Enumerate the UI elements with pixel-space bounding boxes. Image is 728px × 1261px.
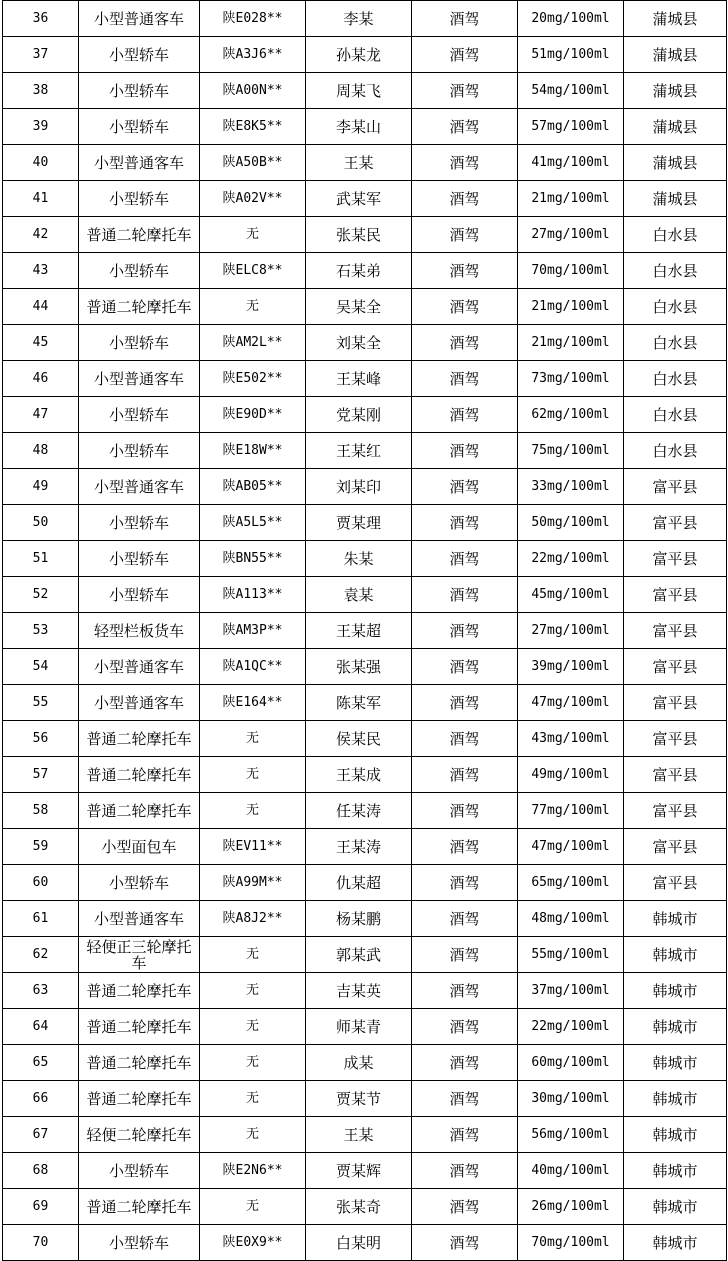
table-row [3,253,727,289]
row-number-cell: 50 [3,505,79,541]
table-row [3,1225,727,1261]
vehicle-type-cell: 小型轿车 [79,577,200,613]
violation-type-cell: 酒驾 [412,721,518,757]
table-row [3,37,727,73]
driver-name-cell: 成某 [306,1045,412,1081]
table-row [3,577,727,613]
alcohol-level-cell: 39mg/100ml [518,649,624,685]
alcohol-level-cell: 48mg/100ml [518,901,624,937]
driver-name-cell: 张某奇 [306,1189,412,1225]
row-number-cell: 70 [3,1225,79,1261]
driver-name-cell: 王某 [306,145,412,181]
alcohol-level-cell: 75mg/100ml [518,433,624,469]
violation-type-cell: 酒驾 [412,1,518,37]
violation-type-cell: 酒驾 [412,1153,518,1189]
license-plate-cell: 陕A5L5** [200,505,306,541]
driver-name-cell: 李某山 [306,109,412,145]
vehicle-type-cell: 普通二轮摩托车 [79,1081,200,1117]
vehicle-type-cell: 小型面包车 [79,829,200,865]
driver-name-cell: 贾某理 [306,505,412,541]
driver-name-cell: 贾某辉 [306,1153,412,1189]
violation-type-cell: 酒驾 [412,253,518,289]
license-plate-cell: 陕E18W** [200,433,306,469]
row-number-cell: 51 [3,541,79,577]
license-plate-cell: 无 [200,1117,306,1153]
license-plate-cell: 无 [200,1045,306,1081]
violation-type-cell: 酒驾 [412,757,518,793]
row-number-cell: 58 [3,793,79,829]
table-row [3,109,727,145]
alcohol-level-cell: 70mg/100ml [518,1225,624,1261]
row-number-cell: 42 [3,217,79,253]
license-plate-cell: 无 [200,1009,306,1045]
driver-name-cell: 王某涛 [306,829,412,865]
license-plate-cell: 无 [200,217,306,253]
license-plate-cell: 陕E90D** [200,397,306,433]
violations-table-body [3,1,727,1261]
row-number-cell: 62 [3,937,79,973]
driver-name-cell: 杨某鹏 [306,901,412,937]
table-row [3,73,727,109]
table-row [3,937,727,973]
alcohol-level-cell: 20mg/100ml [518,1,624,37]
table-row [3,469,727,505]
violation-type-cell: 酒驾 [412,325,518,361]
alcohol-level-cell: 57mg/100ml [518,109,624,145]
table-row [3,721,727,757]
row-number-cell: 64 [3,1009,79,1045]
vehicle-type-cell: 普通二轮摩托车 [79,1189,200,1225]
vehicle-type-cell: 小型轿车 [79,37,200,73]
driver-name-cell: 王某峰 [306,361,412,397]
vehicle-type-cell: 普通二轮摩托车 [79,973,200,1009]
table-row [3,793,727,829]
table-row [3,901,727,937]
license-plate-cell: 无 [200,973,306,1009]
row-number-cell: 68 [3,1153,79,1189]
alcohol-level-cell: 33mg/100ml [518,469,624,505]
violation-type-cell: 酒驾 [412,73,518,109]
violation-type-cell: 酒驾 [412,505,518,541]
violation-type-cell: 酒驾 [412,469,518,505]
driver-name-cell: 任某涛 [306,793,412,829]
violation-type-cell: 酒驾 [412,217,518,253]
driver-name-cell: 吉某英 [306,973,412,1009]
vehicle-type-cell: 轻便二轮摩托车 [79,1117,200,1153]
alcohol-level-cell: 51mg/100ml [518,37,624,73]
vehicle-type-cell: 普通二轮摩托车 [79,721,200,757]
vehicle-type-cell: 轻便正三轮摩托车 [79,937,200,973]
alcohol-level-cell: 54mg/100ml [518,73,624,109]
license-plate-cell: 陕BN55** [200,541,306,577]
table-row [3,613,727,649]
violation-type-cell: 酒驾 [412,541,518,577]
vehicle-type-cell: 小型普通客车 [79,361,200,397]
driver-name-cell: 孙某龙 [306,37,412,73]
county-cell: 蒲城县 [624,181,727,217]
vehicle-type-cell: 普通二轮摩托车 [79,1009,200,1045]
county-cell: 韩城市 [624,1045,727,1081]
vehicle-type-cell: 小型轿车 [79,541,200,577]
table-row [3,541,727,577]
row-number-cell: 37 [3,37,79,73]
driver-name-cell: 仇某超 [306,865,412,901]
violation-type-cell: 酒驾 [412,793,518,829]
county-cell: 白水县 [624,433,727,469]
row-number-cell: 53 [3,613,79,649]
county-cell: 富平县 [624,649,727,685]
table-row [3,1081,727,1117]
row-number-cell: 57 [3,757,79,793]
row-number-cell: 56 [3,721,79,757]
table-row [3,145,727,181]
driver-name-cell: 袁某 [306,577,412,613]
table-row [3,289,727,325]
table-row [3,325,727,361]
license-plate-cell: 无 [200,937,306,973]
county-cell: 富平县 [624,757,727,793]
alcohol-level-cell: 21mg/100ml [518,325,624,361]
alcohol-level-cell: 41mg/100ml [518,145,624,181]
violation-type-cell: 酒驾 [412,829,518,865]
table-row [3,649,727,685]
vehicle-type-cell: 小型轿车 [79,73,200,109]
county-cell: 白水县 [624,253,727,289]
vehicle-type-cell: 小型轿车 [79,1153,200,1189]
county-cell: 蒲城县 [624,73,727,109]
alcohol-level-cell: 65mg/100ml [518,865,624,901]
county-cell: 白水县 [624,361,727,397]
county-cell: 蒲城县 [624,1,727,37]
violation-type-cell: 酒驾 [412,433,518,469]
violation-type-cell: 酒驾 [412,577,518,613]
driver-name-cell: 武某军 [306,181,412,217]
county-cell: 富平县 [624,613,727,649]
violation-type-cell: 酒驾 [412,1081,518,1117]
driver-name-cell: 周某飞 [306,73,412,109]
table-row [3,973,727,1009]
license-plate-cell: 陕E0X9** [200,1225,306,1261]
vehicle-type-cell: 普通二轮摩托车 [79,217,200,253]
driver-name-cell: 吴某全 [306,289,412,325]
table-row [3,433,727,469]
county-cell: 韩城市 [624,1009,727,1045]
license-plate-cell: 无 [200,1189,306,1225]
table-row [3,685,727,721]
vehicle-type-cell: 普通二轮摩托车 [79,757,200,793]
violation-type-cell: 酒驾 [412,361,518,397]
county-cell: 富平县 [624,505,727,541]
row-number-cell: 45 [3,325,79,361]
alcohol-level-cell: 30mg/100ml [518,1081,624,1117]
license-plate-cell: 陕EV11** [200,829,306,865]
county-cell: 韩城市 [624,1153,727,1189]
alcohol-level-cell: 22mg/100ml [518,1009,624,1045]
vehicle-type-cell: 小型轿车 [79,325,200,361]
violation-type-cell: 酒驾 [412,973,518,1009]
alcohol-level-cell: 62mg/100ml [518,397,624,433]
alcohol-level-cell: 40mg/100ml [518,1153,624,1189]
row-number-cell: 52 [3,577,79,613]
county-cell: 富平县 [624,721,727,757]
alcohol-level-cell: 70mg/100ml [518,253,624,289]
row-number-cell: 39 [3,109,79,145]
violation-type-cell: 酒驾 [412,649,518,685]
vehicle-type-cell: 普通二轮摩托车 [79,793,200,829]
alcohol-level-cell: 37mg/100ml [518,973,624,1009]
county-cell: 富平县 [624,469,727,505]
row-number-cell: 61 [3,901,79,937]
row-number-cell: 55 [3,685,79,721]
violation-type-cell: 酒驾 [412,1225,518,1261]
alcohol-level-cell: 27mg/100ml [518,613,624,649]
driver-name-cell: 刘某全 [306,325,412,361]
vehicle-type-cell: 普通二轮摩托车 [79,289,200,325]
alcohol-level-cell: 73mg/100ml [518,361,624,397]
row-number-cell: 67 [3,1117,79,1153]
driver-name-cell: 朱某 [306,541,412,577]
license-plate-cell: 陕E2N6** [200,1153,306,1189]
vehicle-type-cell: 小型轿车 [79,865,200,901]
violation-type-cell: 酒驾 [412,1117,518,1153]
table-row [3,829,727,865]
alcohol-level-cell: 47mg/100ml [518,685,624,721]
row-number-cell: 36 [3,1,79,37]
table-row [3,361,727,397]
driver-name-cell: 陈某军 [306,685,412,721]
county-cell: 韩城市 [624,1081,727,1117]
row-number-cell: 48 [3,433,79,469]
license-plate-cell: 无 [200,793,306,829]
table-row [3,1045,727,1081]
alcohol-level-cell: 45mg/100ml [518,577,624,613]
county-cell: 蒲城县 [624,37,727,73]
violation-type-cell: 酒驾 [412,1045,518,1081]
row-number-cell: 60 [3,865,79,901]
license-plate-cell: 陕E8K5** [200,109,306,145]
county-cell: 韩城市 [624,937,727,973]
violation-type-cell: 酒驾 [412,397,518,433]
alcohol-level-cell: 26mg/100ml [518,1189,624,1225]
license-plate-cell: 陕AM3P** [200,613,306,649]
vehicle-type-cell: 小型普通客车 [79,685,200,721]
table-row [3,757,727,793]
row-number-cell: 43 [3,253,79,289]
alcohol-level-cell: 47mg/100ml [518,829,624,865]
county-cell: 白水县 [624,397,727,433]
county-cell: 蒲城县 [624,109,727,145]
license-plate-cell: 陕AM2L** [200,325,306,361]
table-row [3,1117,727,1153]
driver-name-cell: 王某成 [306,757,412,793]
vehicle-type-cell: 普通二轮摩托车 [79,1045,200,1081]
table-row [3,505,727,541]
row-number-cell: 54 [3,649,79,685]
violation-type-cell: 酒驾 [412,145,518,181]
county-cell: 韩城市 [624,1117,727,1153]
license-plate-cell: 无 [200,757,306,793]
driver-name-cell: 刘某印 [306,469,412,505]
license-plate-cell: 陕A02V** [200,181,306,217]
row-number-cell: 41 [3,181,79,217]
county-cell: 韩城市 [624,1189,727,1225]
driver-name-cell: 师某青 [306,1009,412,1045]
row-number-cell: 65 [3,1045,79,1081]
driver-name-cell: 侯某民 [306,721,412,757]
table-row [3,1,727,37]
alcohol-level-cell: 21mg/100ml [518,289,624,325]
table-row [3,217,727,253]
alcohol-level-cell: 22mg/100ml [518,541,624,577]
row-number-cell: 38 [3,73,79,109]
table-row [3,865,727,901]
license-plate-cell: 无 [200,289,306,325]
violation-type-cell: 酒驾 [412,181,518,217]
driver-name-cell: 张某民 [306,217,412,253]
violation-type-cell: 酒驾 [412,1009,518,1045]
county-cell: 富平县 [624,793,727,829]
license-plate-cell: 陕A00N** [200,73,306,109]
violation-type-cell: 酒驾 [412,865,518,901]
vehicle-type-cell: 小型轿车 [79,505,200,541]
license-plate-cell: 陕A3J6** [200,37,306,73]
driver-name-cell: 白某明 [306,1225,412,1261]
county-cell: 韩城市 [624,1225,727,1261]
driver-name-cell: 李某 [306,1,412,37]
county-cell: 白水县 [624,325,727,361]
row-number-cell: 44 [3,289,79,325]
row-number-cell: 49 [3,469,79,505]
violation-type-cell: 酒驾 [412,1189,518,1225]
table-row [3,181,727,217]
driver-name-cell: 郭某武 [306,937,412,973]
violation-type-cell: 酒驾 [412,37,518,73]
table-row [3,1189,727,1225]
violation-type-cell: 酒驾 [412,613,518,649]
license-plate-cell: 陕A8J2** [200,901,306,937]
driver-name-cell: 张某强 [306,649,412,685]
vehicle-type-cell: 轻型栏板货车 [79,613,200,649]
alcohol-level-cell: 43mg/100ml [518,721,624,757]
vehicle-type-cell: 小型轿车 [79,253,200,289]
alcohol-level-cell: 21mg/100ml [518,181,624,217]
vehicle-type-cell: 小型普通客车 [79,649,200,685]
license-plate-cell: 陕E028** [200,1,306,37]
row-number-cell: 59 [3,829,79,865]
license-plate-cell: 陕ELC8** [200,253,306,289]
vehicle-type-cell: 小型轿车 [79,1225,200,1261]
table-row [3,1153,727,1189]
driver-name-cell: 贾某节 [306,1081,412,1117]
vehicle-type-cell: 小型轿车 [79,181,200,217]
alcohol-level-cell: 50mg/100ml [518,505,624,541]
violation-type-cell: 酒驾 [412,289,518,325]
vehicle-type-cell: 小型普通客车 [79,1,200,37]
license-plate-cell: 陕A99M** [200,865,306,901]
violation-type-cell: 酒驾 [412,685,518,721]
vehicle-type-cell: 小型普通客车 [79,145,200,181]
violation-type-cell: 酒驾 [412,937,518,973]
license-plate-cell: 陕A113** [200,577,306,613]
license-plate-cell: 陕E164** [200,685,306,721]
county-cell: 富平县 [624,577,727,613]
county-cell: 富平县 [624,541,727,577]
vehicle-type-cell: 小型普通客车 [79,469,200,505]
county-cell: 白水县 [624,289,727,325]
license-plate-cell: 无 [200,1081,306,1117]
table-row [3,1009,727,1045]
county-cell: 富平县 [624,829,727,865]
alcohol-level-cell: 27mg/100ml [518,217,624,253]
vehicle-type-cell: 小型轿车 [79,397,200,433]
alcohol-level-cell: 55mg/100ml [518,937,624,973]
violation-type-cell: 酒驾 [412,109,518,145]
vehicle-type-cell: 小型普通客车 [79,901,200,937]
row-number-cell: 46 [3,361,79,397]
county-cell: 韩城市 [624,901,727,937]
county-cell: 蒲城县 [624,145,727,181]
violation-type-cell: 酒驾 [412,901,518,937]
license-plate-cell: 无 [200,721,306,757]
county-cell: 富平县 [624,865,727,901]
county-cell: 白水县 [624,217,727,253]
driver-name-cell: 王某 [306,1117,412,1153]
row-number-cell: 69 [3,1189,79,1225]
county-cell: 富平县 [624,685,727,721]
license-plate-cell: 陕A50B** [200,145,306,181]
county-cell: 韩城市 [624,973,727,1009]
license-plate-cell: 陕A1QC** [200,649,306,685]
alcohol-level-cell: 77mg/100ml [518,793,624,829]
driver-name-cell: 王某超 [306,613,412,649]
license-plate-cell: 陕E502** [200,361,306,397]
row-number-cell: 47 [3,397,79,433]
row-number-cell: 40 [3,145,79,181]
vehicle-type-cell: 小型轿车 [79,109,200,145]
row-number-cell: 63 [3,973,79,1009]
driver-name-cell: 党某刚 [306,397,412,433]
license-plate-cell: 陕AB05** [200,469,306,505]
table-row [3,397,727,433]
row-number-cell: 66 [3,1081,79,1117]
vehicle-type-cell: 小型轿车 [79,433,200,469]
alcohol-level-cell: 49mg/100ml [518,757,624,793]
driver-name-cell: 石某弟 [306,253,412,289]
alcohol-level-cell: 60mg/100ml [518,1045,624,1081]
violations-table [2,0,727,1261]
alcohol-level-cell: 56mg/100ml [518,1117,624,1153]
driver-name-cell: 王某红 [306,433,412,469]
